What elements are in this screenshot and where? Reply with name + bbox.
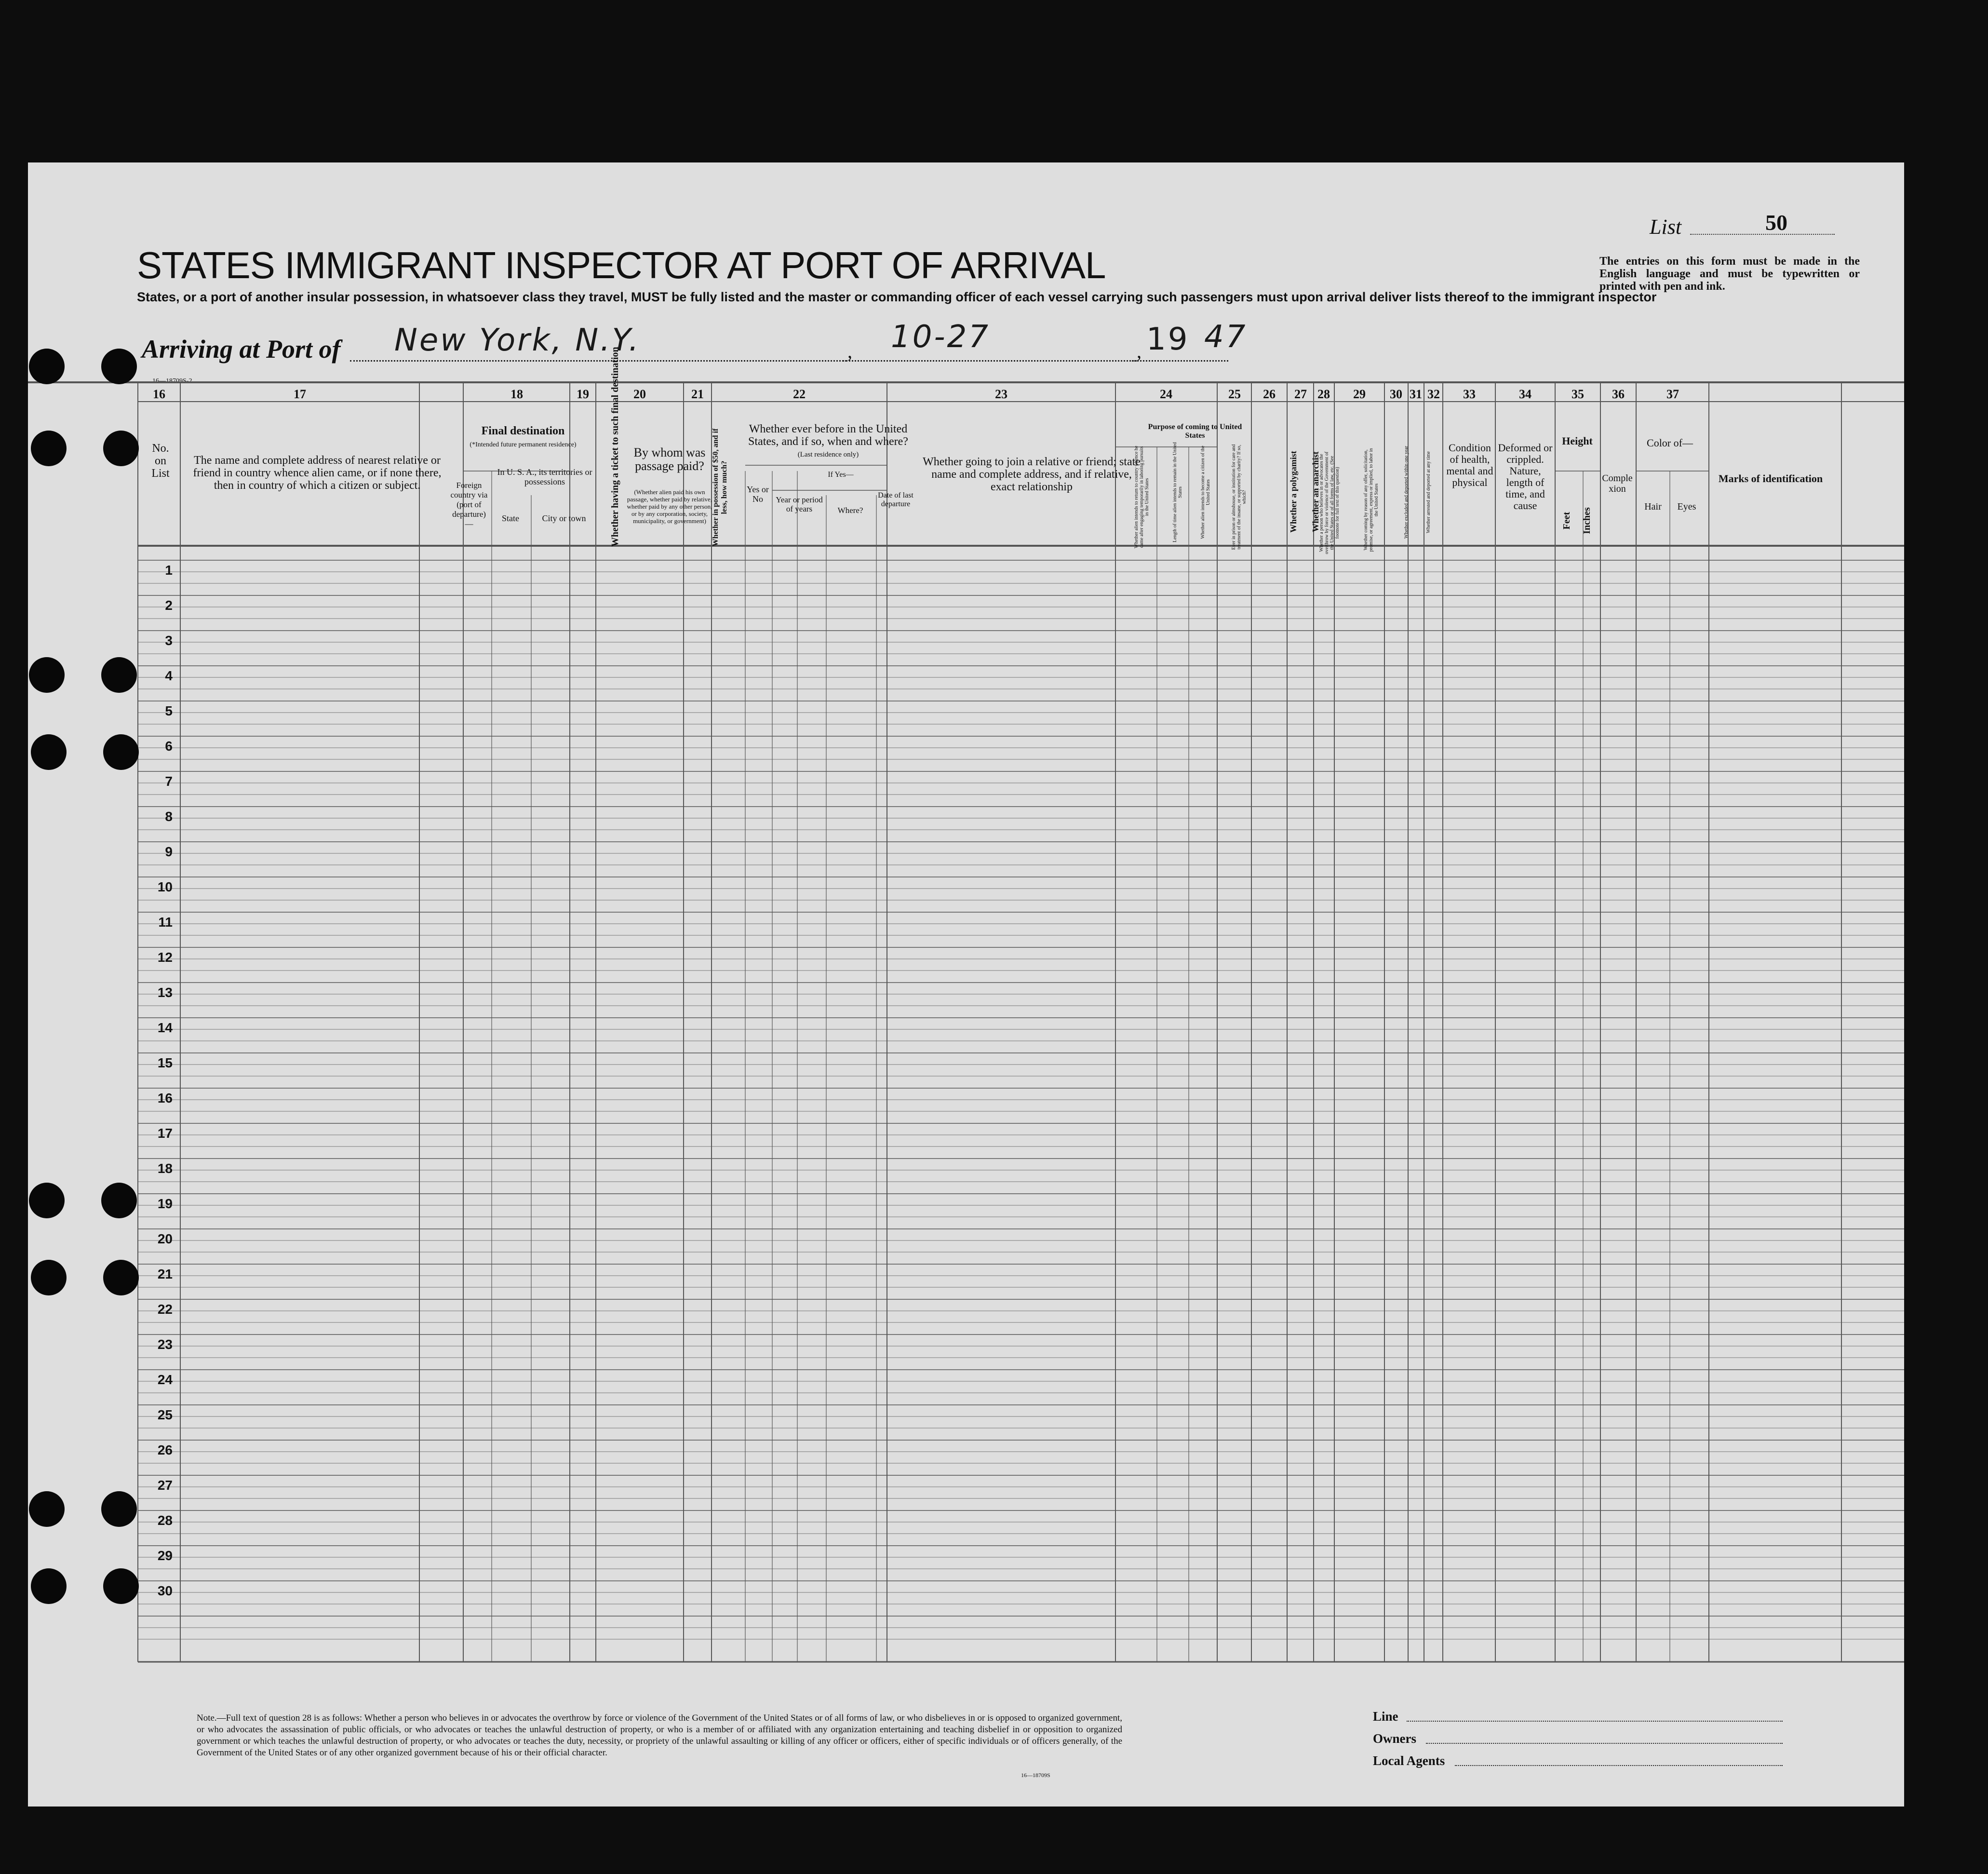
- col29-header: Whether coming by reason of any offer, solicitation, promise, or agreement, express or implied, to labor in the United States: [1363, 448, 1379, 552]
- col22-date: Date of last departure: [878, 491, 913, 508]
- column-number-36: 36: [1612, 387, 1625, 401]
- col32-header: Condition of health, mental and physical: [1446, 442, 1493, 488]
- column-number-34: 34: [1519, 387, 1531, 401]
- row-number-11: 11: [158, 915, 173, 930]
- punch-hole: [103, 431, 139, 466]
- row-number-15: 15: [157, 1055, 173, 1070]
- col22-year: Year or period of years: [776, 495, 823, 513]
- col22-if-yes: If Yes—: [828, 471, 854, 479]
- date-handwritten: 10-27: [891, 319, 990, 355]
- manifest-grid: [28, 162, 1904, 1807]
- row-number-8: 8: [165, 809, 173, 824]
- col37-header: Marks of identification: [1718, 472, 1823, 485]
- col34-inches: Inches: [1582, 507, 1592, 534]
- row-number-22: 22: [157, 1302, 173, 1317]
- punch-hole: [103, 734, 139, 770]
- col26-header: Whether a polygamist: [1289, 451, 1298, 533]
- instructions-note: The entries on this form must be made in the English language and must be typewritten or printed with pen and ink.: [1599, 255, 1860, 293]
- column-number-30: 30: [1390, 387, 1402, 401]
- col16-header: No. on List: [151, 442, 170, 480]
- row-number-6: 6: [165, 739, 173, 754]
- column-number-26: 26: [1263, 387, 1276, 401]
- column-number-37: 37: [1666, 387, 1679, 401]
- col24-header: Purpose of coming to United States: [1148, 423, 1242, 440]
- row-number-20: 20: [157, 1231, 173, 1246]
- arriving-label: Arriving at Port of: [142, 335, 341, 364]
- year-prefix: 19: [1146, 322, 1190, 357]
- column-number-28: 28: [1317, 387, 1330, 401]
- punch-hole: [103, 1260, 139, 1295]
- list-label: List: [1650, 215, 1682, 239]
- col21-header: Whether in possession of $50, and if less, how much?: [712, 428, 728, 547]
- column-number-27: 27: [1294, 387, 1307, 401]
- row-number-1: 1: [165, 563, 173, 578]
- col22-yes-no: Yes or No: [747, 485, 769, 504]
- form-code: 16—18709S-2: [152, 377, 192, 385]
- column-number-16: 16: [153, 387, 165, 401]
- col25-header: Ever in prison or almshouse, or institution for care and treatment of the insane, or supported by charity? If so, which?: [1231, 444, 1247, 550]
- col34-feet: Feet: [1561, 512, 1572, 530]
- row-number-21: 21: [157, 1267, 173, 1281]
- row-number-25: 25: [157, 1407, 173, 1422]
- row-number-24: 24: [157, 1372, 173, 1387]
- row-number-3: 3: [165, 633, 173, 648]
- footnote-question-28: Note.—Full text of question 28 is as follows: Whether a person who believes in or advocates the overthrow by force or violence of the Government of the United States or of all forms of law, or who disbelieves in or is opposed to organized government, or who advocates the assassination of public officials, or who advocates or teaches the unlawful destruction of property, or who is a member of or affiliated with any organization entertaining and teaching disbelief in or opposition to organized government or which teaches the unlawful destruction of property, or who advocates or teaches the duty, necessity, or propriety of the unlawful assaulting or killing of any officer or officers, either of specific individuals or of officers generally, of the Government of the United States or of any other organized government because of his or their official character.: [197, 1713, 1122, 1758]
- local-agents-field: [1455, 1765, 1783, 1766]
- col20-note: (Whether alien paid his own passage, whether paid by relative, whether paid by any other person, or by any corporation, society, municipality, or government): [627, 488, 712, 525]
- punch-hole: [31, 1568, 67, 1604]
- footnote-form-code: 16—18709S: [1021, 1772, 1050, 1779]
- column-number-25: 25: [1228, 387, 1241, 401]
- column-number-21: 21: [691, 387, 704, 401]
- punch-hole: [101, 349, 137, 384]
- column-number-32: 32: [1427, 387, 1440, 401]
- col24-sub3: Whether alien intends to become a citizen of the United States: [1200, 445, 1211, 539]
- punch-hole: [31, 734, 67, 770]
- row-number-28: 28: [157, 1513, 173, 1528]
- comma-2: ,: [1137, 340, 1142, 362]
- column-number-22: 22: [793, 387, 806, 401]
- row-number-10: 10: [157, 879, 173, 894]
- col18-state: State: [502, 513, 519, 523]
- column-number-23: 23: [995, 387, 1007, 401]
- row-number-2: 2: [165, 598, 173, 613]
- row-number-19: 19: [157, 1196, 173, 1211]
- row-number-18: 18: [157, 1161, 173, 1176]
- col30-header: Whether excluded and deported within one year: [1404, 445, 1409, 539]
- list-number: 50: [1765, 210, 1787, 235]
- punch-hole: [101, 1491, 137, 1527]
- col31-header: Whether arrested and deported at any time: [1426, 451, 1431, 533]
- col36-eyes: Eyes: [1677, 501, 1696, 512]
- punch-hole: [29, 657, 65, 693]
- page-title: STATES IMMIGRANT INSPECTOR AT PORT OF ARRIVAL: [137, 244, 1106, 286]
- col17-header: The name and complete address of nearest relative or friend in country whence alien came, or if none there, then in country of which a citizen or subject.: [193, 454, 442, 492]
- punch-hole: [31, 1260, 67, 1295]
- column-number-35: 35: [1572, 387, 1584, 401]
- row-number-4: 4: [165, 668, 173, 683]
- column-number-18: 18: [510, 387, 523, 401]
- column-number-19: 19: [577, 387, 589, 401]
- row-number-17: 17: [157, 1126, 173, 1141]
- punch-hole: [29, 349, 65, 384]
- punch-hole: [103, 1568, 139, 1604]
- column-number-20: 20: [633, 387, 646, 401]
- row-number-14: 14: [157, 1020, 173, 1035]
- col27-header: Whether an anarchist: [1311, 451, 1320, 532]
- col36-hair: Hair: [1644, 501, 1662, 512]
- col22-header: Whether ever before in the United States, and if so, when and where?: [748, 423, 908, 448]
- row-number-9: 9: [165, 844, 173, 859]
- col33-header: Deformed or crippled. Nature, length of time, and cause: [1498, 442, 1553, 512]
- row-number-30: 30: [157, 1583, 173, 1598]
- row-number-23: 23: [157, 1337, 173, 1352]
- punch-hole: [101, 1183, 137, 1218]
- col18-foreign: Foreign country via (port of departure)—: [450, 481, 488, 528]
- punch-hole: [29, 1183, 65, 1218]
- row-number-13: 13: [157, 985, 173, 1000]
- column-number-31: 31: [1410, 387, 1422, 401]
- owners-field: [1426, 1743, 1783, 1744]
- local-agents-label: Local Agents: [1373, 1753, 1445, 1768]
- col20-header: By whom was passage paid?: [633, 445, 706, 473]
- column-number-33: 33: [1463, 387, 1476, 401]
- col24-sub1: Whether alien intends to return to country whence he came after engaging temporarily in laboring pursuits in the United States: [1134, 445, 1150, 549]
- port-handwritten: New York, N.Y.: [394, 323, 641, 358]
- year-handwritten: 47: [1204, 319, 1248, 355]
- row-number-27: 27: [157, 1478, 173, 1493]
- punch-hole: [29, 1491, 65, 1527]
- col18-city: City or town: [542, 513, 586, 523]
- row-number-5: 5: [165, 703, 173, 718]
- col18-usa: In U. S. A., its territories or possessions: [497, 467, 592, 486]
- owners-label: Owners: [1373, 1731, 1416, 1746]
- col34-header: Height: [1562, 435, 1593, 447]
- punch-hole: [101, 657, 137, 693]
- col18-note: (*Intended future permanent residence): [470, 441, 577, 448]
- punch-hole: [31, 431, 67, 466]
- row-number-29: 29: [157, 1548, 173, 1563]
- col23-header: Whether going to join a relative or friend; state name and complete address, and if relative, exact relationship: [923, 456, 1141, 493]
- line-label: Line: [1373, 1709, 1398, 1724]
- manifest-sheet: [28, 162, 1904, 1807]
- column-number-24: 24: [1160, 387, 1172, 401]
- col28-header: Whether a person who believes in or advocates the overthrow by force or violence of the Government of the United States or of all forms of law, etc. (See footnote for full text of this question): [1319, 451, 1340, 554]
- row-number-12: 12: [157, 950, 173, 965]
- column-number-17: 17: [294, 387, 306, 401]
- col22-note: (Last residence only): [797, 451, 859, 458]
- row-number-16: 16: [157, 1091, 173, 1106]
- line-field: [1407, 1721, 1783, 1722]
- row-number-26: 26: [157, 1443, 173, 1457]
- col18-header: Final destination: [481, 425, 565, 437]
- col22-where: Where?: [837, 506, 863, 515]
- page-subtitle: States, or a port of another insular possession, in whatsoever class they travel, MUST be fully listed and the master or commanding officer of each vessel carrying such passengers must upon arrival deliver lists thereof to the immigrant inspector: [137, 290, 1657, 304]
- col36-header: Color of—: [1647, 437, 1693, 449]
- col19-header: Whether having a ticket to such final destination: [610, 347, 620, 547]
- col24-sub2: Length of time alien intends to remain in the United States: [1172, 442, 1183, 543]
- row-number-7: 7: [165, 774, 173, 789]
- col35-header: Complexion: [1602, 473, 1633, 494]
- comma-1: ,: [847, 340, 852, 362]
- column-number-29: 29: [1353, 387, 1366, 401]
